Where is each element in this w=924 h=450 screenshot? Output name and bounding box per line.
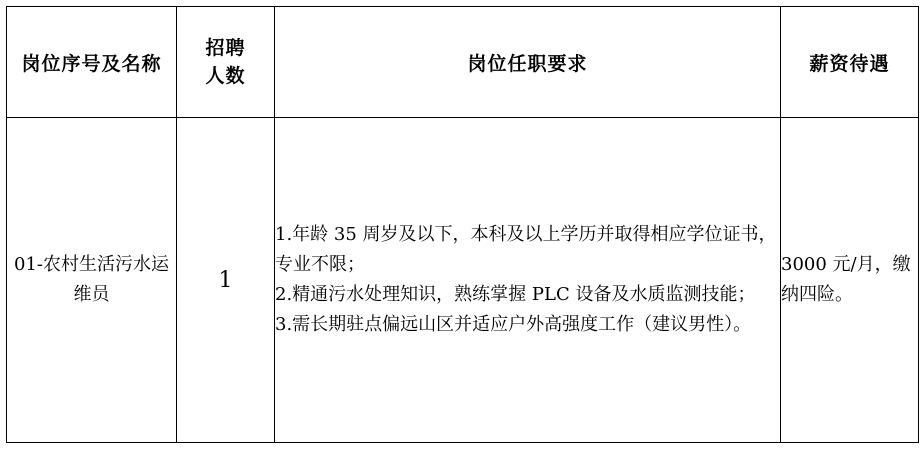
count-cell <box>177 118 275 443</box>
requirement-item: 2.精通污水处理知识，熟练掌握 PLC 设备及水质监测技能； <box>275 284 756 305</box>
header-position <box>7 7 177 118</box>
requirement-item: 3.需长期驻点偏远山区并适应户外高强度工作（建议男性）。 <box>275 314 752 335</box>
header-salary-label: 薪资待遇 <box>809 52 890 75</box>
table-header-row <box>7 7 919 118</box>
salary-value: 3000 元/月，缴纳四险。 <box>781 254 911 305</box>
header-count-line1: 招聘 <box>205 37 246 59</box>
header-salary <box>781 7 919 118</box>
headcount-value: 1 <box>218 267 233 293</box>
position-name: 01-农村生活污水运维员 <box>14 254 169 305</box>
salary-cell <box>781 118 919 443</box>
header-position-label: 岗位序号及名称 <box>21 52 162 75</box>
position-cell <box>7 118 177 443</box>
header-count <box>177 7 275 118</box>
requirements-cell <box>275 118 781 443</box>
requirement-item: 1.年龄 35 周岁及以下，本科及以上学历并取得相应学位证书，专业不限； <box>275 224 777 275</box>
header-count-line2: 人数 <box>205 65 246 87</box>
job-table <box>6 6 919 443</box>
header-requirements <box>275 7 781 118</box>
header-requirements-label: 岗位任职要求 <box>467 52 588 75</box>
table-row <box>7 118 919 443</box>
